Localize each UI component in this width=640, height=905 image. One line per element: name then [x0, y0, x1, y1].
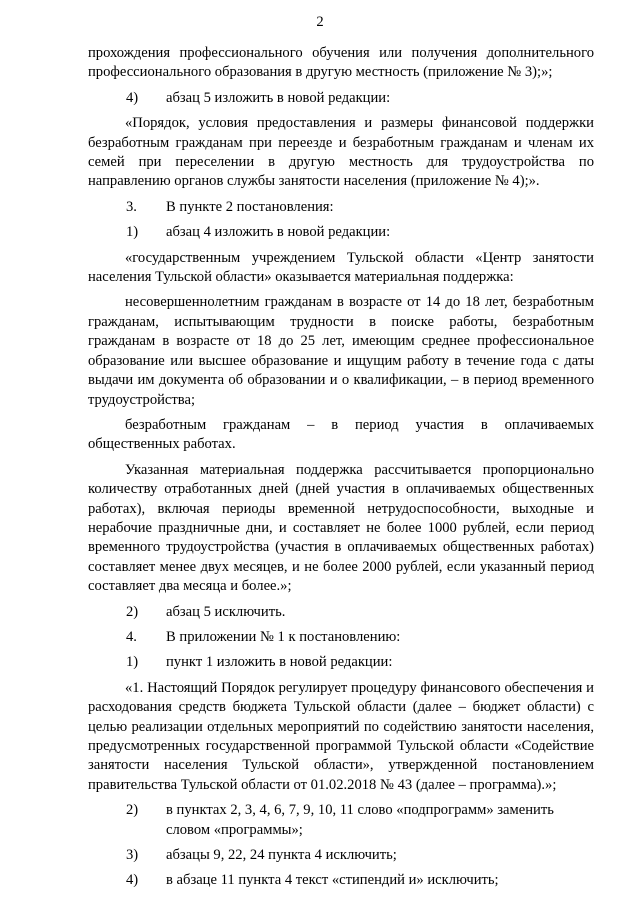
- item-text: абзацы 9, 22, 24 пункта 4 исключить;: [166, 847, 397, 864]
- paragraph: несовершеннолетним гражданам в возрасте от 14 до 18 лет, безработным гражданам, испытывающим трудности в поиске работы, безработным гражданам в возрасте от 18 до 25 лет, имеющим среднее профессиональное образование или высшее образование и ищущим работу в течение года с даты выдачи им документа об образовании и о квалификации, – в период временного трудоустройства;: [88, 294, 594, 408]
- numbered-item: [88, 846, 594, 865]
- item-text: В приложении № 1 к постановлению:: [166, 628, 401, 645]
- item-number: 1): [126, 224, 139, 241]
- item-text: В пункте 2 постановления:: [166, 198, 334, 215]
- paragraph: «1. Настоящий Порядок регулирует процедуру финансового обеспечения и расходования средств бюджета Тульской области (далее – бюджет области) с целью реализации отдельных мероприятий по содействию занятости населения, предусмотренных государственной программой Тульской области «Содействие занятости населения Тульской области», утвержденной постановлением правительства Тульской области от 01.02.2018 № 43 (далее – программа).»;: [88, 679, 594, 793]
- numbered-item: [88, 603, 594, 622]
- item-text: абзац 5 исключить.: [166, 603, 286, 620]
- numbered-item: [88, 871, 594, 890]
- item-text: в пунктах 2, 3, 4, 6, 7, 9, 10, 11 слово «подпрограмм» заменить словом «программы»;: [166, 802, 554, 838]
- paragraph: «Порядок, условия предоставления и размеры финансовой поддержки безработным гражданам при переезде и безработным гражданам и членам их семей при переселении в другую местность для трудоустройства по направлению органов службы занятости населения (приложение № 4);».: [88, 115, 594, 190]
- item-number: 4): [126, 872, 139, 889]
- item-number: 3.: [126, 198, 137, 215]
- numbered-item: [88, 198, 594, 217]
- item-number: 4): [126, 89, 139, 106]
- paragraph: прохождения профессионального обучения или получения дополнительного профессионального образования в другую местность (приложение № 3);»;: [88, 45, 594, 81]
- item-number: 1): [126, 654, 139, 671]
- item-text: абзац 5 изложить в новой редакции:: [166, 89, 391, 106]
- paragraph: Указанная материальная поддержка рассчитывается пропорционально количеству отработанных дней (дней участия в оплачиваемых общественных работах), включая периоды временной нетрудоспособности, выходные и нерабочие праздничные дни, и составляет не более 1000 рублей, если период временного трудоустройства (участия в оплачиваемых общественных работах) составляет менее двух месяцев, и не более 2000 рублей, если указанный период составляет два месяца и более.»;: [88, 461, 594, 595]
- document-body: [88, 44, 594, 891]
- paragraph: «государственным учреждением Тульской области «Центр занятости населения Тульской области» оказывается материальная поддержка:: [88, 249, 594, 286]
- numbered-item: [88, 653, 594, 672]
- numbered-item: [88, 628, 594, 647]
- item-number: 4.: [126, 628, 137, 645]
- numbered-item: [88, 223, 594, 242]
- item-text: пункт 1 изложить в новой редакции:: [166, 654, 393, 671]
- page-number: 2: [316, 14, 324, 30]
- item-number: 2): [126, 603, 139, 620]
- numbered-item: [88, 801, 594, 840]
- item-number: 3): [126, 847, 139, 864]
- item-text: в абзаце 11 пункта 4 текст «стипендий и» исключить;: [166, 872, 499, 889]
- numbered-item: [88, 89, 594, 108]
- paragraph: безработным гражданам – в период участия в оплачиваемых общественных работах.: [88, 416, 594, 453]
- item-number: 2): [126, 802, 139, 819]
- item-text: абзац 4 изложить в новой редакции:: [166, 224, 391, 241]
